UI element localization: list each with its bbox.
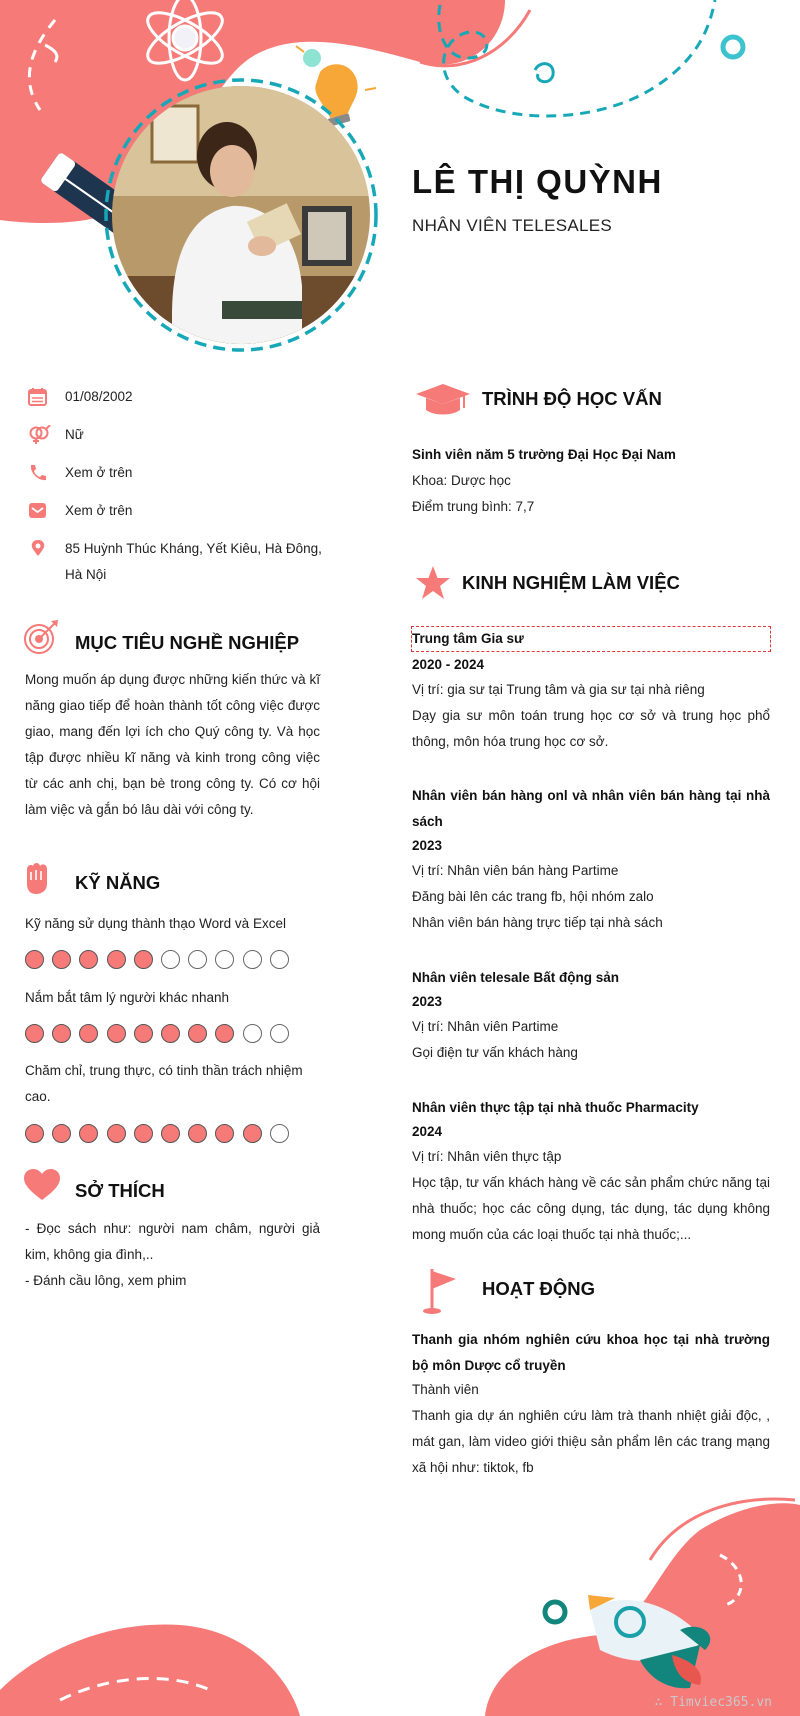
profile-photo (112, 86, 370, 344)
rating-dot-empty (243, 1024, 262, 1043)
target-icon (22, 618, 60, 656)
education-major: Khoa: Dược học (412, 473, 511, 488)
education-gpa: Điểm trung bình: 7,7 (412, 499, 535, 514)
star-icon (414, 565, 452, 601)
candidate-name: LÊ THỊ QUỲNH (412, 163, 663, 200)
rating-dot-filled (161, 1124, 180, 1143)
graduation-cap-icon (414, 380, 472, 420)
rating-dot-filled (107, 950, 126, 969)
experience-time: 2020 - 2024 (412, 657, 485, 672)
job-title: NHÂN VIÊN TELESALES (412, 216, 613, 235)
watermark: ∴ Timviec365.vn (654, 1695, 772, 1710)
rating-dot-filled (52, 1024, 71, 1043)
skill-label: Kỹ năng sử dụng thành thạo Word và Excel (25, 916, 286, 931)
rating-dot-empty (270, 1024, 289, 1043)
rating-dot-empty (188, 950, 207, 969)
experience-time: 2023 (412, 838, 443, 853)
rating-dot-filled (79, 1124, 98, 1143)
experience-detail: Đăng bài lên các trang fb, hội nhóm zalo (412, 889, 654, 904)
rating-dot-empty (243, 950, 262, 969)
experience-detail: Gọi điện tư vấn khách hàng (412, 1045, 578, 1060)
gender-icon (28, 425, 52, 445)
rating-dot-filled (79, 950, 98, 969)
rating-dot-filled (25, 950, 44, 969)
rating-dot-filled (161, 1024, 180, 1043)
experience-detail: Vị trí: Nhân viên thực tập (412, 1149, 562, 1164)
experience-title: KINH NGHIỆM LÀM VIỆC (462, 572, 680, 593)
education-school: Sinh viên năm 5 trường Đại Học Đại Nam (412, 447, 676, 462)
rating-dot-filled (134, 950, 153, 969)
rating-dot-filled (107, 1024, 126, 1043)
rating-dot-filled (25, 1124, 44, 1143)
skill-rating (25, 950, 297, 972)
experience-detail: Nhân viên bán hàng trực tiếp tại nhà sách (412, 915, 663, 930)
rating-dot-filled (215, 1124, 234, 1143)
hobbies-title: SỞ THÍCH (75, 1180, 165, 1201)
rating-dot-filled (134, 1024, 153, 1043)
calendar-icon (28, 387, 52, 407)
rating-dot-filled (215, 1024, 234, 1043)
location-pin-icon (28, 539, 52, 559)
rating-dot-empty (270, 950, 289, 969)
skills-title: KỸ NĂNG (75, 872, 161, 893)
rating-dot-filled (243, 1124, 262, 1143)
rating-dot-filled (52, 950, 71, 969)
rating-dot-filled (188, 1024, 207, 1043)
flag-icon (420, 1265, 460, 1315)
experience-detail: Vị trí: Nhân viên bán hàng Partime (412, 863, 619, 878)
rating-dot-filled (188, 1124, 207, 1143)
rating-dot-filled (107, 1124, 126, 1143)
hobby-line: - Đọc sách như: người nam châm, người giả kim, không gia đình,.. (25, 1221, 320, 1262)
rating-dot-filled (79, 1024, 98, 1043)
objective-text: Mong muốn áp dụng được những kiến thức và kĩ năng giao tiếp để hoàn thành tốt công việc được giao, mang đến lợi ích cho Quý công ty. Và học tập được nhiều kĩ năng và kinh trong công việc từ các anh chị, bạn bè trong công ty. Có cơ hội làm việc và gắn bó lâu dài với công ty. (25, 672, 320, 817)
experience-time: 2024 (412, 1124, 443, 1139)
rating-dot-filled (52, 1124, 71, 1143)
experience-time: 2023 (412, 994, 443, 1009)
experience-company[interactable]: Trung tâm Gia sư (412, 627, 770, 651)
experience-detail: Vị trí: Nhân viên Partime (412, 1019, 559, 1034)
fist-icon (22, 860, 52, 896)
hobby-line: - Đánh cầu lông, xem phim (25, 1273, 187, 1288)
rating-dot-empty (215, 950, 234, 969)
experience-detail: Học tập, tư vấn khách hàng về các sản phẩm chức năng tại nhà thuốc; học các công dụng, tác dụng, tác dụng không mong muốn của các loại thuốc tại nhà thuốc;... (412, 1175, 770, 1242)
skill-rating (25, 1124, 297, 1146)
email-icon (28, 501, 52, 521)
rating-dot-empty (161, 950, 180, 969)
skill-label: Nắm bắt tâm lý người khác nhanh (25, 990, 229, 1005)
phone-icon (28, 463, 52, 483)
skill-label: Chăm chỉ, trung thực, có tinh thần trách nhiệm cao. (25, 1063, 303, 1104)
activity-name: Thanh gia nhóm nghiên cứu khoa học tại nhà trường bộ môn Dược cổ truyền (412, 1332, 770, 1373)
rating-dot-empty (270, 1124, 289, 1143)
experience-detail: Vị trí: gia sư tại Trung tâm và gia sư tại nhà riêng (412, 682, 705, 697)
activity-desc: Thanh gia dự án nghiên cứu làm trà thanh nhiệt giải độc, , mát gan, làm video giới thiệu sản phẩm lên các trang mạng xã hội như: tiktok, fb (412, 1408, 770, 1475)
activity-role: Thành viên (412, 1382, 479, 1397)
objective-title: MỤC TIÊU NGHỀ NGHIỆP (75, 632, 300, 653)
experience-detail: Dạy gia sư môn toán trung học cơ sở và trung học phổ thông, môn hóa trung học cơ sở. (412, 708, 770, 749)
experience-company: Nhân viên bán hàng onl và nhân viên bán hàng tại nhà sách (412, 788, 770, 829)
rating-dot-filled (25, 1024, 44, 1043)
rating-dot-filled (134, 1124, 153, 1143)
experience-company: Nhân viên telesale Bất động sản (412, 970, 620, 985)
activities-title: HOẠT ĐỘNG (482, 1278, 596, 1299)
education-title: TRÌNH ĐỘ HỌC VẤN (482, 388, 662, 409)
experience-company: Nhân viên thực tập tại nhà thuốc Pharmacity (412, 1100, 699, 1115)
heart-icon (22, 1167, 62, 1203)
skill-rating (25, 1024, 297, 1046)
